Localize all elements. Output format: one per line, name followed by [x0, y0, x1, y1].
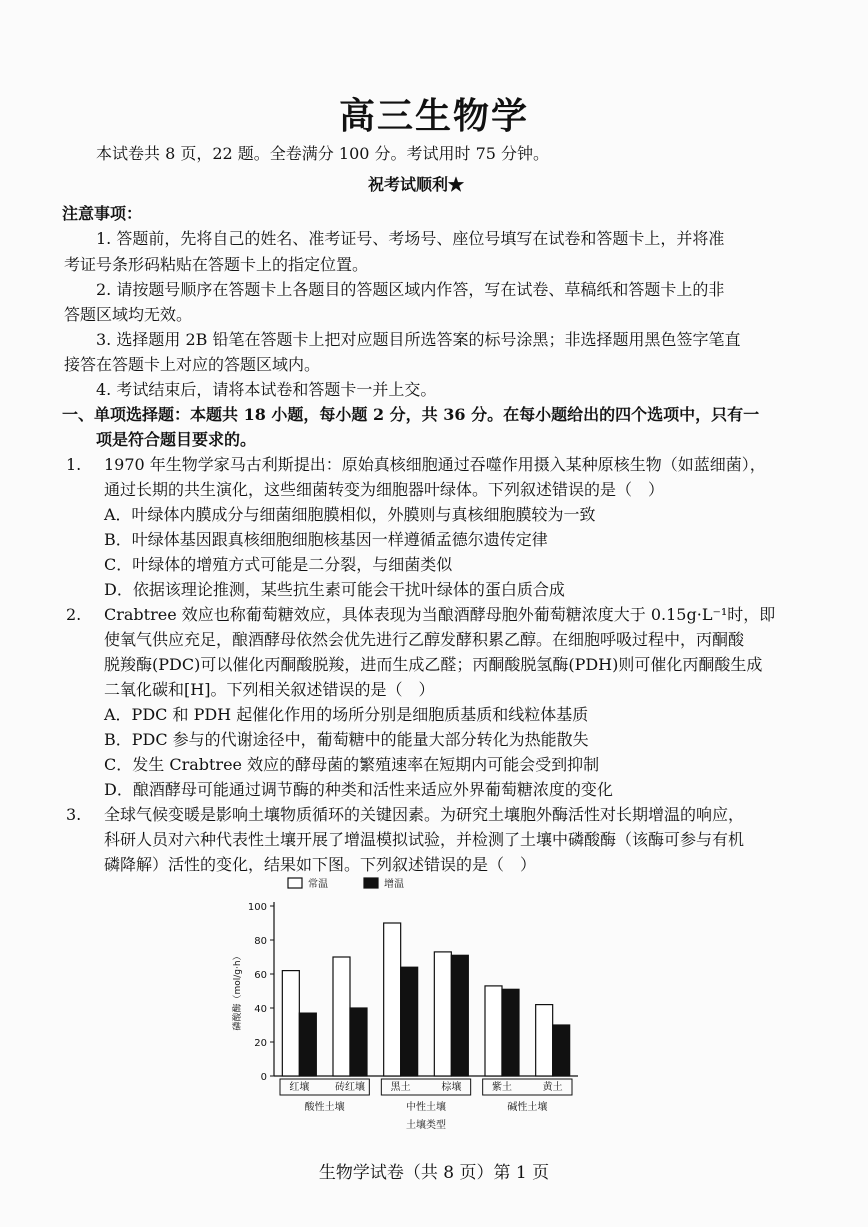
option-b: B．PDC 参与的代谢途径中，葡萄糖中的能量大部分转化为热能散失 — [104, 730, 589, 749]
group-label: 碱性土壤 — [507, 1102, 548, 1113]
notice-line: 4. 考试结束后，请将本试卷和答题卡一并上交。 — [96, 380, 437, 399]
category-label: 黄土 — [542, 1082, 563, 1093]
exam-intro: 本试卷共 8 页，22 题。全卷满分 100 分。考试用时 75 分钟。 — [96, 144, 550, 163]
option-d: D．酿酒酵母可能通过调节酶的种类和活性来适应外界葡萄糖浓度的变化 — [104, 780, 613, 799]
bar-normal — [485, 986, 502, 1076]
option-c: C．发生 Crabtree 效应的酵母菌的繁殖速率在短期内可能会受到抑制 — [104, 755, 600, 774]
bar-normal — [434, 952, 451, 1076]
notice-line: 接答在答题卡上对应的答题区域内。 — [64, 355, 321, 374]
category-label: 砖红壤 — [335, 1082, 365, 1093]
notice-line: 2. 请按题号顺序在答题卡上各题目的答题区域内作答，写在试卷、草稿纸和答题卡上的非 — [96, 280, 725, 299]
y-tick-label: 80 — [254, 936, 267, 947]
option-d: D．依据该理论推测，某些抗生素可能会干扰叶绿体的蛋白质合成 — [104, 580, 565, 599]
y-tick-label: 0 — [260, 1072, 267, 1083]
group-label: 酸性土壤 — [304, 1102, 345, 1113]
category-label: 黑土 — [390, 1082, 411, 1093]
notice-heading: 注意事项： — [62, 204, 143, 223]
phosphatase-chart — [228, 868, 588, 1138]
bar-warm — [350, 1008, 367, 1076]
bar-warm — [401, 967, 418, 1076]
question-number: 3. — [66, 805, 82, 824]
page-title: 高三生物学 — [338, 96, 529, 137]
question-number: 2. — [66, 605, 82, 624]
group-label: 中性土壤 — [406, 1102, 446, 1113]
blessing: 祝考试顺利★ — [368, 175, 465, 194]
question-stem: 全球气候变暖是影响土壤物质循环的关键因素。为研究土壤胞外酶活性对长期增温的响应， — [104, 805, 745, 824]
legend-swatch — [288, 878, 302, 888]
question-stem: 通过长期的共生演化，这些细菌转变为细胞器叶绿体。下列叙述错误的是（ ） — [104, 480, 665, 499]
question-stem: Crabtree 效应也称葡萄糖效应，具体表现为当酿酒酵母胞外葡萄糖浓度大于 0.15g·L⁻¹时，即 — [104, 605, 776, 624]
option-a: A．叶绿体内膜成分与细菌细胞膜相似，外膜则与真核细胞膜较为一致 — [104, 505, 596, 524]
bar-chart — [228, 868, 588, 1138]
option-c: C．叶绿体的增殖方式可能是二分裂，与细菌类似 — [104, 555, 453, 574]
y-tick-label: 20 — [254, 1038, 267, 1049]
bar-normal — [384, 923, 401, 1076]
bar-warm — [451, 955, 468, 1076]
option-b: B．叶绿体基因跟真核细胞细胞核基因一样遵循孟德尔遗传定律 — [104, 530, 548, 549]
legend-swatch — [364, 878, 378, 888]
y-tick-label: 40 — [254, 1004, 267, 1015]
question-stem: 科研人员对六种代表性土壤开展了增温模拟试验，并检测了土壤中磷酸酶（该酶可参与有机 — [104, 830, 745, 849]
question-stem: 1970 年生物学家马古利斯提出：原始真核细胞通过吞噬作用摄入某种原核生物（如蓝细菌）， — [104, 455, 766, 474]
y-tick-label: 60 — [254, 970, 267, 981]
bar-normal — [536, 1005, 553, 1076]
section-heading: 一、单项选择题：本题共 18 小题，每小题 2 分，共 36 分。在每小题给出的四个选项中，只有一 — [62, 405, 760, 424]
bar-normal — [333, 957, 350, 1076]
bar-warm — [299, 1013, 316, 1076]
legend-label: 增温 — [384, 879, 404, 890]
question-stem: 二氧化碳和[H]。下列相关叙述错误的是（ ） — [104, 680, 435, 699]
question-stem: 脱羧酶(PDC)可以催化丙酮酸脱羧，进而生成乙醛；丙酮酸脱氢酶(PDH)则可催化丙酮酸生成 — [104, 655, 763, 674]
question-number: 1. — [66, 455, 82, 474]
category-label: 棕壤 — [441, 1082, 462, 1093]
y-axis-label: 磷酸酶（mol/g·h） — [233, 951, 243, 1031]
page-footer: 生物学试卷（共 8 页）第 1 页 — [318, 1163, 550, 1183]
x-axis-label: 土壤类型 — [406, 1120, 446, 1131]
legend-label: 常温 — [308, 879, 328, 890]
bar-warm — [553, 1025, 570, 1076]
section-heading-cont: 项是符合题目要求的。 — [96, 430, 257, 449]
notice-line: 1. 答题前，先将自己的姓名、准考证号、考场号、座位号填写在试卷和答题卡上，并将准 — [96, 229, 725, 248]
bar-warm — [502, 989, 519, 1076]
category-label: 紫土 — [492, 1082, 512, 1093]
category-label: 红壤 — [289, 1082, 310, 1093]
notice-line: 答题区域均无效。 — [64, 305, 193, 324]
notice-line: 考证号条形码粘贴在答题卡上的指定位置。 — [64, 255, 369, 274]
y-tick-label: 100 — [247, 902, 267, 913]
notice-line: 3. 选择题用 2B 铅笔在答题卡上把对应题目所选答案的标号涂黑；非选择题用黑色签字笔直 — [96, 330, 741, 349]
bar-normal — [282, 971, 299, 1076]
option-a: A．PDC 和 PDH 起催化作用的场所分别是细胞质基质和线粒体基质 — [104, 705, 589, 724]
question-stem: 使氧气供应充足，酿酒酵母依然会优先进行乙醇发酵积累乙醇。在细胞呼吸过程中，丙酮酸 — [104, 630, 745, 649]
question-stem: 磷降解）活性的变化，结果如下图。下列叙述错误的是（ ） — [104, 855, 537, 874]
